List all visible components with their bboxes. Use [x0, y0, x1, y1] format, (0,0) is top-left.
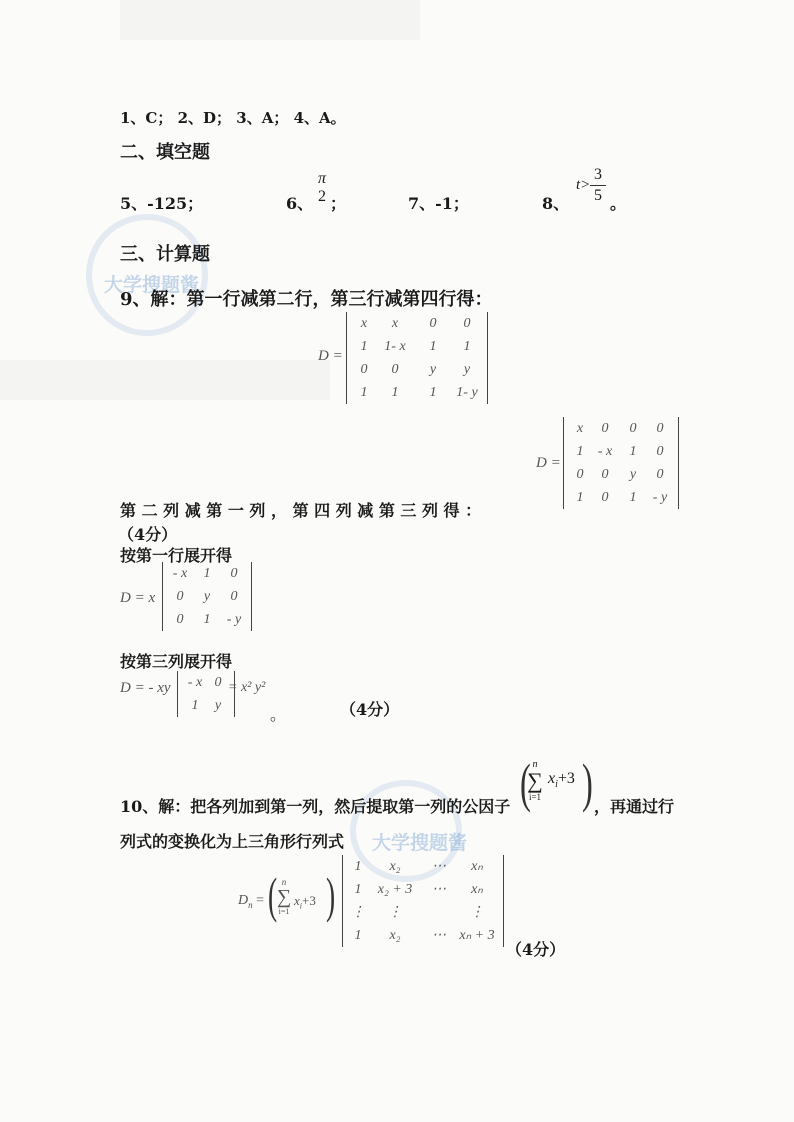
determinant-entry: 1: [576, 443, 584, 459]
determinant-4: [177, 671, 235, 717]
determinant-entry: ⋯: [432, 928, 446, 943]
fraction-3-over-5: 3 5: [590, 166, 606, 205]
determinant-entry: - x: [187, 674, 203, 690]
det3-label: D = x: [120, 590, 156, 606]
determinant-entry: x₂ + 3: [377, 881, 413, 897]
q10-intro-end: ，再通过行: [594, 797, 675, 816]
fraction-pi-over-2: π 2: [317, 170, 326, 205]
paren-right-dn: ): [326, 867, 336, 923]
determinant-entry: 0: [230, 588, 238, 604]
determinant-entry: y: [629, 466, 637, 482]
determinant-entry: ⋮: [351, 905, 365, 920]
answer-q8-var: t>: [576, 177, 591, 193]
determinant-entry: - y: [652, 489, 668, 505]
q10-intro: 10、解：把各列加到第一列，然后提取第一列的公因子: [120, 797, 511, 816]
paren-left: (: [520, 753, 531, 813]
determinant-entry: x: [360, 315, 368, 331]
determinant-entry: 0: [360, 361, 368, 377]
q10-score: （4分）: [506, 940, 566, 959]
sum-body: $x_i+3$: [548, 770, 575, 791]
determinant-entry: xₙ + 3: [459, 928, 495, 943]
q9-expand-row: 按第一行展开得: [120, 546, 233, 565]
determinant-entry: 0: [656, 466, 664, 482]
determinant-entry: 1: [360, 384, 368, 400]
determinant-entry: y: [429, 361, 437, 377]
det4-label: D = - xy: [120, 680, 171, 696]
determinant-entry: ⋮: [470, 905, 484, 920]
section-title-fill: 二、填空题: [120, 142, 210, 163]
determinant-2: [563, 417, 679, 509]
determinant-entry: 1: [576, 489, 584, 505]
answer-q6-number: 6、: [286, 194, 314, 213]
determinant-entry: 1: [629, 443, 637, 459]
watermark-logo: 大学搜题酱: [104, 274, 200, 296]
determinant-entry: 1: [354, 858, 362, 874]
determinant-entry: 1: [354, 927, 362, 943]
scan-smudge: [0, 360, 330, 400]
paren-left-dn: (: [268, 867, 278, 923]
determinant-entry: 0: [391, 361, 399, 377]
determinant-entry: x₂: [389, 858, 401, 874]
determinant-entry: 1: [203, 565, 211, 581]
determinant-entry: 0: [463, 315, 471, 331]
determinant-entry: 1: [360, 338, 368, 354]
paren-right: ): [582, 753, 593, 813]
determinant-entry: ⋯: [432, 882, 446, 897]
answer-q5: 5、-125；: [120, 194, 204, 213]
determinant-entry: 0: [176, 588, 184, 604]
q9-result: = x² y²: [228, 680, 266, 695]
q10-line2: 列式的变换化为上三角形行列式: [120, 832, 345, 851]
answer-q8-number: 8、: [542, 194, 570, 213]
determinant-entry: ⋯: [432, 859, 446, 874]
determinant-entry: - y: [226, 611, 242, 627]
determinant-entry: 1: [191, 697, 199, 713]
determinant-entry: 0: [214, 674, 222, 690]
determinant-entry: 1: [429, 338, 437, 354]
determinant-entry: y: [214, 697, 222, 713]
determinant-entry: 1: [391, 384, 399, 400]
determinant-entry: 1: [203, 611, 211, 627]
det1-label: D =: [318, 348, 343, 364]
determinant-entry: 0: [429, 315, 437, 331]
answer-q7: 7、-1；: [408, 194, 469, 213]
determinant-entry: 0: [576, 466, 584, 482]
determinant-entry: x: [576, 420, 584, 436]
q9-score-1: （4分）: [118, 525, 178, 544]
determinant-dn: [342, 855, 504, 947]
determinant-entry: - x: [597, 443, 613, 459]
q9-expand-col: 按第三列展开得: [120, 652, 233, 671]
answer-q8-end: 。: [610, 194, 627, 213]
determinant-entry: xₙ: [471, 859, 483, 874]
watermark-logo: 大学搜题酱: [372, 832, 468, 854]
q9-intro: 9、解：第一行减第二行，第三行减第四行得：: [120, 289, 493, 310]
determinant-entry: x: [391, 315, 399, 331]
determinant-entry: 1: [354, 881, 362, 897]
q9-period: 。: [270, 705, 287, 724]
determinant-entry: 1- x: [384, 338, 406, 354]
determinant-1: [346, 312, 488, 404]
det2-label: D =: [536, 455, 561, 471]
determinant-entry: [422, 901, 456, 924]
section-title-compute: 三、计算题: [120, 244, 210, 265]
determinant-entry: 0: [656, 443, 664, 459]
determinant-entry: y: [463, 361, 471, 377]
determinant-entry: 1: [463, 338, 471, 354]
choice-answers: 1、C； 2、D； 3、A； 4、A。: [120, 109, 346, 127]
scan-smudge: [120, 0, 420, 40]
determinant-entry: - x: [172, 565, 188, 581]
q9-column-operation: 第 二 列 减 第 一 列 ， 第 四 列 减 第 三 列 得 ：: [120, 501, 482, 520]
determinant-entry: 1: [429, 384, 437, 400]
determinant-entry: 0: [656, 420, 664, 436]
determinant-entry: y: [203, 588, 211, 604]
sum-expression: n ∑ i=1: [527, 759, 543, 802]
determinant-entry: 0: [230, 565, 238, 581]
determinant-entry: 0: [601, 420, 609, 436]
determinant-entry: 1- y: [456, 384, 478, 400]
sum-expression-dn: n ∑ i=1: [276, 877, 292, 916]
sum-body-dn: $x_i+3$: [294, 893, 316, 911]
determinant-3: [162, 562, 252, 631]
determinant-entry: 1: [629, 489, 637, 505]
determinant-entry: 0: [629, 420, 637, 436]
q9-score-2: （4分）: [340, 700, 400, 719]
determinant-entry: ⋮: [388, 905, 402, 920]
determinant-entry: 0: [601, 489, 609, 505]
determinant-entry: xₙ: [471, 882, 483, 897]
determinant-entry: 0: [176, 611, 184, 627]
determinant-entry: 0: [601, 466, 609, 482]
determinant-entry: x₂: [389, 927, 401, 943]
det-dn-label: $D_n$ =: [238, 893, 265, 910]
answer-q6-end: ；: [330, 194, 347, 213]
